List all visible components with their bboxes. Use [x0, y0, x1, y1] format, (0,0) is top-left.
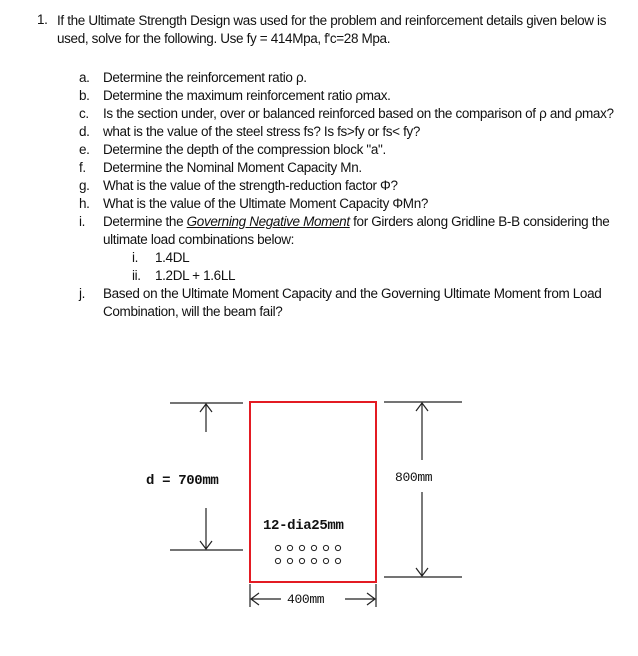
governing-negative-moment-link[interactable]: Governing Negative Moment [186, 214, 350, 229]
rebar-bar-icon [299, 558, 304, 563]
width-dimension-label: 400mm [287, 592, 325, 607]
rebar-bar-icon [299, 545, 304, 550]
rebar-bar-icon [335, 545, 340, 550]
question-g: g. What is the value of the strength-reduction factor Φ? [79, 178, 398, 193]
question-c: c. Is the section under, over or balanced reinforced based on the comparison of ρ and ρmax? [79, 106, 614, 121]
rebar-bar-icon [323, 558, 328, 563]
question-j: j. Based on the Ultimate Moment Capacity and the Governing Ultimate Moment from Load Combination, will the beam fail? [79, 286, 602, 319]
rebar-bar-icon [275, 545, 280, 550]
rebar-bar-icon [287, 558, 292, 563]
load-combination-2: ii. 1.2DL + 1.6LL [132, 268, 236, 283]
rebar-bar-icon [287, 545, 292, 550]
rebar-bar-icon [311, 545, 316, 550]
height-dimension-label: 800mm [395, 470, 433, 485]
question-e: e. Determine the depth of the compression block "a". [79, 142, 386, 157]
question-f: f. Determine the Nominal Moment Capacity Mn. [79, 160, 362, 175]
rebar-bars [275, 545, 340, 563]
rebar-bar-icon [311, 558, 316, 563]
question-h: h. What is the value of the Ultimate Moment Capacity ΦMn? [79, 196, 429, 211]
problem-number: 1. [37, 12, 48, 27]
d-dimension-label: d = 700mm [146, 473, 219, 489]
problem-intro: If the Ultimate Strength Design was used for the problem and reinforcement details given below is used, solve for the following. Use fy = 414Mpa, f'c=28 Mpa. [57, 13, 607, 46]
rebar-bar-icon [275, 558, 280, 563]
load-combination-1: i. 1.4DL [132, 250, 190, 265]
question-i: i. Determine the Governing Negative Moment for Girders along Gridline B-B considering the ultimate load combinations below: [79, 214, 610, 247]
question-b: b. Determine the maximum reinforcement ratio ρmax. [79, 88, 391, 103]
question-a: a. Determine the reinforcement ratio ρ. [79, 70, 307, 85]
rebar-bar-icon [335, 558, 340, 563]
question-d: d. what is the value of the steel stress fs? Is fs>fy or fs< fy? [79, 124, 421, 139]
beam-section-outline [250, 402, 376, 582]
rebar-bar-icon [323, 545, 328, 550]
rebar-label: 12-dia25mm [263, 518, 344, 534]
